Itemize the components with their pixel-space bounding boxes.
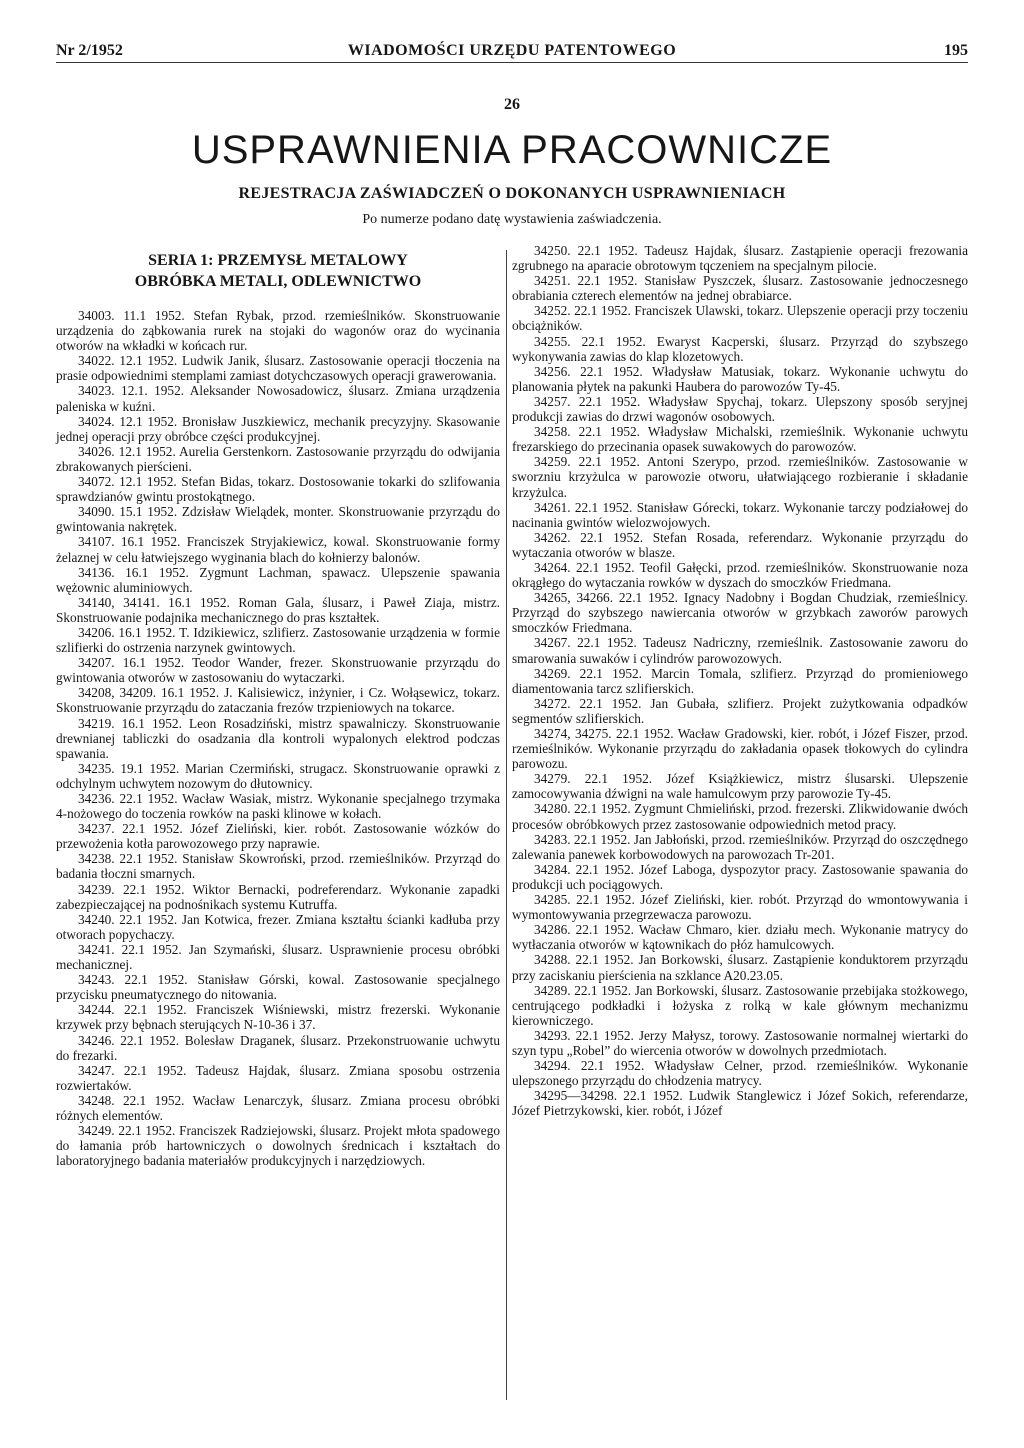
registration-entry: 34246. 22.1 1952. Bolesław Draganek, ślusarz. Przekonstruowanie uchwytu do frezarki. xyxy=(56,1032,500,1063)
registration-entry: 34090. 15.1 1952. Zdzisław Wielądek, monter. Skonstruowanie przyrządu do gwintowania nakrętek. xyxy=(56,504,500,535)
registration-entry: 34250. 22.1 1952. Tadeusz Hajdak, ślusarz. Zastąpienie operacji frezowania zgrubnego na aparacie obrotowym tqczeniem na specjalnym pilocie. xyxy=(512,243,968,274)
registration-entry: 34265, 34266. 22.1 1952. Ignacy Nadobny i Bogdan Chudziak, rzemieślnicy. Przyrząd do szybszego nawiercania otworów w grzybkach zaworów parowych smoczków Friedmana. xyxy=(512,590,968,636)
registration-entry: 34107. 16.1 1952. Franciszek Stryjakiewicz, kowal. Skonstruowanie formy żelaznej w celu łatwiejszego wyginania blach do kołnierzy balonów. xyxy=(56,534,500,565)
registration-entry: 34251. 22.1 1952. Stanisław Pyszczek, ślusarz. Zastosowanie jednoczesnego obrabiania czterech elementów na jednej obrabiarce. xyxy=(512,273,968,304)
registration-entry: 34236. 22.1 1952. Wacław Wasiak, mistrz. Wykonanie specjalnego trzymaka 4-nożowego do toczenia rowków na paski klinowe w kołach. xyxy=(56,791,500,822)
registration-entry: 34262. 22.1 1952. Stefan Rosada, referendarz. Wykonanie przyrządu do wytaczania otworów w blasze. xyxy=(512,529,968,560)
registration-entry: 34274, 34275. 22.1 1952. Wacław Gradowski, kier. robót, i Józef Fiszer, przod. rzemieślników. Wykonanie przyrządu do zakładania opasek tłokowych do cylindra parowozu. xyxy=(512,726,968,772)
registration-entry: 34024. 12.1 1952. Bronisław Juszkiewicz, mechanik precyzyjny. Skasowanie jednej operacji przy obróbce części produkcyjnej. xyxy=(56,413,500,444)
running-header xyxy=(56,28,968,62)
issue-number: Nr 2/1952 xyxy=(56,42,123,59)
registration-entry: 34249. 22.1 1952. Franciszek Radziejowski, ślusarz. Projekt młota spadowego do łamania prób hartowniczych o dowolnych średnicach i kształtach do laboratoryjnego badania materiałów produkcyjnych i narzędziowych. xyxy=(56,1123,500,1169)
series-heading-line1: SERIA 1: PRZEMYSŁ METALOWY xyxy=(148,252,408,269)
registration-entry: 34258. 22.1 1952. Władysław Michalski, rzemieślnik. Wykonanie uchwytu frezarskiego do przecinania opasek suwakowych do parowozów. xyxy=(512,424,968,455)
registration-entry: 34241. 22.1 1952. Jan Szymański, ślusarz. Usprawnienie procesu obróbki mechanicznej. xyxy=(56,941,500,973)
registration-entry: 34295—34298. 22.1 1952. Ludwik Stanglewicz i Józef Sokich, referendarze, Józef Pietrzykowski, kier. robót, i Józef xyxy=(512,1088,968,1119)
registration-entry: 34136. 16.1 1952. Zygmunt Lachman, spawacz. Ulepszenie spawania wężownic aluminiowych. xyxy=(56,564,500,595)
series-heading-line2: OBRÓBKA METALI, ODLEWNICTWO xyxy=(134,273,422,290)
registration-entry: 34237. 22.1 1952. Józef Zieliński, kier. robót. Zastosowanie wózków do przewożenia kotła parowozowego przy naprawie. xyxy=(56,821,500,852)
registration-entry: 34072. 12.1 1952. Stefan Bidas, tokarz. Dostosowanie tokarki do szlifowania sprawdzianów gwintu prostokątnego. xyxy=(56,474,500,505)
registration-entry: 34267. 22.1 1952. Tadeusz Nadriczny, rzemieślnik. Zastosowanie zaworu do smarowania suwaków i cylindrów parowozowych. xyxy=(512,635,968,666)
registration-entry: 34269. 22.1 1952. Marcin Tomala, szlifierz. Przyrząd do promieniowego diamentowania tarcz szlifierskich. xyxy=(512,665,968,696)
registration-entry: 34026. 12.1 1952. Aurelia Gerstenkorn. Zastosowanie przyrządu do odwijania zbrakowanych pierścieni. xyxy=(56,443,500,474)
registration-entry: 34256. 22.1 1952. Władysław Matusiak, tokarz. Wykonanie uchwytu do planowania płytek na pakunki Haubera do parowozów Ty-45. xyxy=(512,363,968,394)
page-title: USPRAWNIENIA PRACOWNICZE xyxy=(191,128,833,172)
registration-entry: 34272. 22.1 1952. Jan Gubała, szlifierz. Projekt zużytkowania odpadków segmentów szlifierskich. xyxy=(512,695,968,726)
registration-entry: 34235. 19.1 1952. Marian Czermiński, strugacz. Skonstruowanie oprawki z odchylnym uchwytem nozowym do dłutownicy. xyxy=(56,760,500,791)
registration-entry: 34288. 22.1 1952. Jan Borkowski, ślusarz. Zastąpienie konduktorem przyrządu przy zaciskaniu pierścienia na szklance A20.23.05. xyxy=(512,952,968,983)
page-number: 195 xyxy=(944,42,968,59)
registration-entry: 34244. 22.1 1952. Franciszek Wiśniewski, mistrz frezerski. Wykonanie krzywek przy bębnach sterujących N-10-36 i 37. xyxy=(56,1002,500,1033)
section-number: 26 xyxy=(504,96,520,113)
column-divider xyxy=(506,250,507,1400)
registration-entry: 34283. 22.1 1952. Jan Jabłoński, przod. rzemieślników. Przyrząd do oszczędnego zalewania panewek korbowodowych na parowozach Tr-201. xyxy=(512,831,968,862)
registration-entry: 34219. 16.1 1952. Leon Rosadziński, mistrz spawalniczy. Skonstruowanie drewnianej tabliczki do osadzania dla kontroli wypalonych elektrod podczas spawania. xyxy=(56,715,500,761)
date-note: Po numerze podano datę wystawienia zaświadczenia. xyxy=(362,212,662,227)
registration-entry: 34247. 22.1 1952. Tadeusz Hajdak, ślusarz. Zmiana sposobu ostrzenia rozwiertaków. xyxy=(56,1062,500,1093)
registration-entry: 34240. 22.1 1952. Jan Kotwica, frezer. Zmiana kształtu ścianki kadłuba przy otworach popychaczy. xyxy=(56,911,500,942)
registration-entry: 34285. 22.1 1952. Józef Zieliński, kier. robót. Przyrząd do wmontowywania i wymontowywania przegrzewacza parowozu. xyxy=(512,892,968,923)
header-rule xyxy=(56,62,968,63)
registration-entry: 34238. 22.1 1952. Stanisław Skowroński, przod. rzemieślników. Przyrząd do badania tłoczni smarnych. xyxy=(56,851,500,882)
registration-entry: 34003. 11.1 1952. Stefan Rybak, przod. rzemieślników. Skonstruowanie urządzenia do ząbkowania rurek na stojaki do wagonów oraz do wycinania otworów na wkładki w końcach rur. xyxy=(56,308,500,354)
registration-entry: 34252. 22.1 1952. Franciszek Ulawski, tokarz. Ulepszenie operacji przy toczeniu obciążników. xyxy=(512,303,968,334)
left-entry-list xyxy=(56,308,500,1168)
registration-entry: 34022. 12.1 1952. Ludwik Janik, ślusarz. Zastosowanie operacji tłoczenia na prasie odpowiednimi stemplami zamiast dotychczasowych operacji grawerowania. xyxy=(56,353,500,384)
registration-entry: 34289. 22.1 1952. Jan Borkowski, ślusarz. Zastosowanie przebijaka stożkowego, centrującego podkładki i łożyska z rolką w kale głównym mechanizmu kierowniczego. xyxy=(512,982,968,1028)
registration-entry: 34206. 16.1 1952. T. Idzikiewicz, szlifierz. Zastosowanie urządzenia w formie szlifierki do ostrzenia narzynek gwintowych. xyxy=(56,624,500,656)
journal-title: WIADOMOŚCI URZĘDU PATENTOWEGO xyxy=(347,42,677,59)
registration-entry: 34023. 12.1. 1952. Aleksander Nowosadowicz, ślusarz. Zmiana urządzenia paleniska w kuźni. xyxy=(56,383,500,414)
registration-entry: 34286. 22.1 1952. Wacław Chmaro, kier. działu mech. Wykonanie matrycy do wytłaczania otworów w kątownikach do płóz hamulcowych. xyxy=(512,922,968,953)
registration-entry: 34207. 16.1 1952. Teodor Wander, frezer. Skonstruowanie przyrządu do gwintowania otworów w zastosowaniu do wytaczarki. xyxy=(56,655,500,686)
registration-entry: 34264. 22.1 1952. Teofil Gałęcki, przod. rzemieślników. Skonstruowanie noza okrągłego do wytaczania rowków w dyszach do smoczków Friedmana. xyxy=(512,559,968,591)
right-column xyxy=(512,243,968,1118)
registration-entry: 34257. 22.1 1952. Władysław Spychaj, tokarz. Ulepszony sposób seryjnej produkcji zawias do drzwi wagonów osobowych. xyxy=(512,393,968,425)
registration-entry: 34279. 22.1 1952. Józef Książkiewicz, mistrz ślusarski. Ulepszenie zamocowywania dźwigni na wale hamulcowym przy parowozie Ty-45. xyxy=(512,771,968,802)
registration-entry: 34261. 22.1 1952. Stanisław Górecki, tokarz. Wykonanie tarczy podziałowej do nacinania gwintów wielozwojowych. xyxy=(512,499,968,530)
registration-entry: 34243. 22.1 1952. Stanisław Górski, kowal. Zastosowanie specjalnego przycisku pneumatycznego do nitowania. xyxy=(56,972,500,1003)
registration-entry: 34255. 22.1 1952. Ewaryst Kacperski, ślusarz. Przyrząd do szybszego wykonywania zawias do klap klozetowych. xyxy=(512,333,968,364)
registration-entry: 34293. 22.1 1952. Jerzy Małysz, torowy. Zastosowanie normalnej wiertarki do szyn typu „Robel” do wiercenia otworów w dowolnych przedmiotach. xyxy=(512,1027,968,1058)
registration-entry: 34140, 34141. 16.1 1952. Roman Gala, ślusarz, i Paweł Ziaja, mistrz. Skonstruowanie podajnika mechanicznego do pras kształtek. xyxy=(56,594,500,625)
registration-entry: 34248. 22.1 1952. Wacław Lenarczyk, ślusarz. Zmiana procesu obróbki różnych elementów. xyxy=(56,1092,500,1123)
left-column xyxy=(56,250,500,1168)
registration-entry: 34280. 22.1 1952. Zygmunt Chmieliński, przod. frezerski. Zlikwidowanie dwóch procesów obróbkowych przez zastosowanie odpowiednich metod pracy. xyxy=(512,801,968,832)
registration-entry: 34294. 22.1 1952. Władysław Celner, przod. rzemieślników. Wykonanie ulepszonego przyrządu do chłodzenia matrycy. xyxy=(512,1058,968,1089)
registration-entry: 34239. 22.1 1952. Wiktor Bernacki, podreferendarz. Wykonanie zapadki zabezpieczającej na podnośnikach systemu Kutruffa. xyxy=(56,881,500,912)
registration-entry: 34208, 34209. 16.1 1952. J. Kalisiewicz, inżynier, i Cz. Wołąsewicz, tokarz. Skonstruowanie przyrządu do zataczania frezów trzpieniowych na tokarce. xyxy=(56,685,500,716)
page-subtitle: REJESTRACJA ZAŚWIADCZEŃ O DOKONANYCH USPRAWNIENIACH xyxy=(238,185,786,202)
registration-entry: 34284. 22.1 1952. Józef Laboga, dyspozytor pracy. Zastosowanie spawania do produkcji uch pociągowych. xyxy=(512,861,968,892)
right-entry-list xyxy=(512,243,968,1118)
series-heading xyxy=(56,250,500,292)
registration-entry: 34259. 22.1 1952. Antoni Szerypo, przod. rzemieślników. Zastosowanie w sworzniu krzyżulca w parowozie otworu, ułatwiającego rozbieranie i składanie krzyżulca. xyxy=(512,454,968,500)
